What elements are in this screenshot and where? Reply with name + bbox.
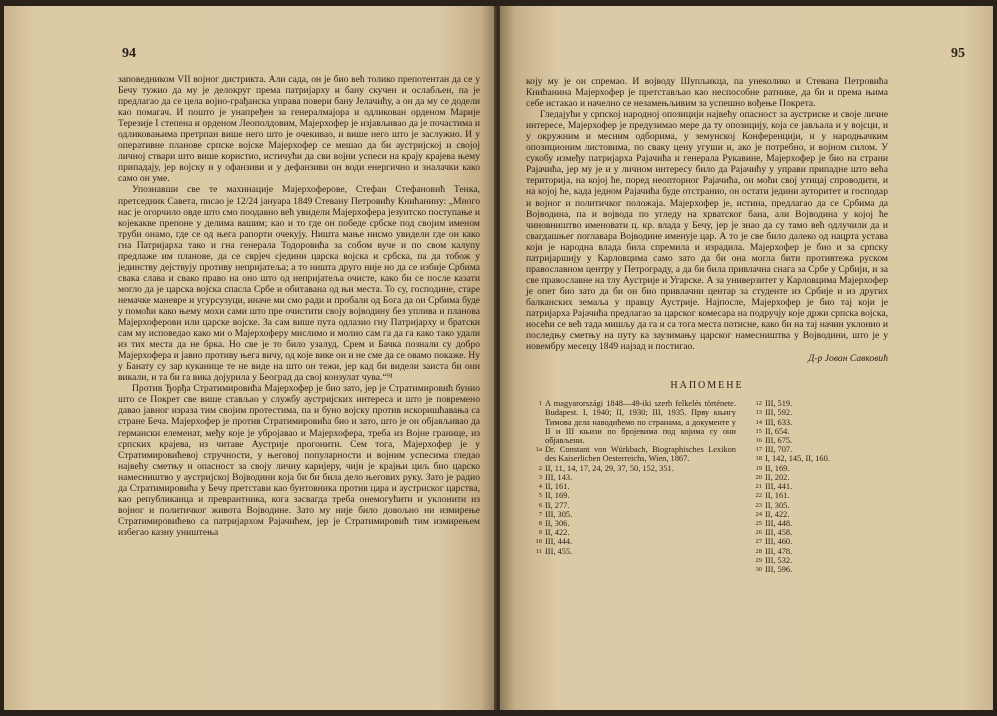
paragraph: заповедником VII војног дистрикта. Али сада, он је био већ толико препотентан да се у Бечу тужио да му је делокруг према патријарху и бану скучен и ослабљен, па је предлагао да се цела војно-грађанска управа повери бану Јелачићу, а он да му се додели као помагач. И пошто је унапређен за генералмајора и одликован орденом Марије Терезије I степена и орденом Леополдовим, Мајерхофер је изјављивао да је почастима и одликовањима претрпан више него што је очекивао, и више него што је заслужио. И у оперативне планове српске војске Мајерхофер се мешао да би аустријској и својој личној ствари што више користио, истичући да сви војни успеси на крају крајева њему припадају, јер војску и у офанзиви и у дефанзиви он води енергично и зналачки како само он уме.	[118, 74, 480, 185]
footnote	[746, 464, 886, 473]
footnote-text: III, 478.	[765, 546, 793, 556]
footnote	[746, 427, 886, 436]
footnote	[746, 408, 886, 417]
footnote-text: III, 455.	[545, 546, 573, 556]
footnote	[526, 528, 736, 537]
footnote-text: II, 169.	[765, 463, 790, 473]
footnote-text: II, 202.	[765, 472, 790, 482]
footnote	[526, 445, 736, 463]
footnote-text: III, 707.	[765, 445, 793, 455]
footnote-number: 2	[538, 464, 542, 472]
footnote-text: III, 519.	[765, 399, 793, 409]
footnote-text: III, 441.	[765, 482, 793, 492]
footnote-text: III, 592.	[765, 408, 793, 418]
footnote-text: III, 633.	[765, 417, 793, 427]
footnote	[746, 519, 886, 528]
footnote-number: 23	[755, 501, 762, 509]
footnote-text: III, 532.	[765, 555, 793, 565]
footnote	[526, 399, 736, 445]
footnote-text: II, 161.	[545, 482, 570, 492]
footnote-number: 9	[538, 529, 542, 537]
footnote-number: 26	[755, 529, 762, 537]
footnote-text: III, 458.	[765, 528, 793, 538]
footnote-text: II, 306.	[545, 518, 570, 528]
footnote-text: II, 654.	[765, 426, 790, 436]
footnotes	[526, 399, 888, 574]
footnote-text: II, 422.	[545, 528, 570, 538]
footnote-text: I, 142, 145, II, 160.	[765, 454, 830, 464]
footnote-text: III, 444.	[545, 537, 573, 547]
footnote	[746, 445, 886, 454]
left-body-text	[118, 74, 480, 538]
footnote-number: 16	[755, 437, 762, 445]
footnote-text: II, 422.	[765, 509, 790, 519]
footnote-number: 15	[755, 427, 762, 435]
footnote-text: III, 143.	[545, 472, 573, 482]
footnote-number: 17	[755, 446, 762, 454]
footnote-number: 27	[755, 538, 762, 546]
left-page	[4, 6, 496, 710]
footnote-number: 29	[755, 556, 762, 564]
footnote-number: 7	[538, 510, 542, 518]
footnote	[526, 491, 736, 500]
footnote	[746, 565, 886, 574]
footnote-number: 12	[755, 400, 762, 408]
footnote	[526, 510, 736, 519]
footnote-number: 11	[535, 547, 542, 555]
paragraph: коју му је он спремао. И војводу Шупљикца, па унеколико и Стевана Петровића Книћанина Мајерхофер је претстављао као неспособне ратнике, да би и према њима себе истакао и начелно се незамењљивим за успешно вођење Покрета.	[526, 76, 888, 110]
footnote	[526, 464, 736, 473]
footnote-number: 30	[755, 565, 762, 573]
author-signature: Д-р Јован Савковић	[808, 353, 888, 365]
footnote	[746, 510, 886, 519]
footnote-text: A magyarországi 1848—49-iki szerb felkelés története. Budapest. I, 1940; II, 1930; III, 1935. Прву књигу Тимова дела наводићемо по странама, а документе у II и III књизи по бројевима под којима су они објављени.	[545, 399, 736, 446]
footnote-number: 22	[755, 492, 762, 500]
paragraph: Упознавши све те махинације Мајерхоферове, Стефан Стефановић Тенка, претседник Савета, писао је 12/24 јануара 1849 Стевану Петровићу Книћанину: „Много нас је огорчило овде што смо поодавно већ увидели Мајерхофера језуитско поступање и којекакве препоне у делима вашим; као и то где он победе србске под својим именом труби онамо, где се од њега рапорти очекују. Ништа мање нисмо увидели где он како гна Патријарха тако и гна генерала Тодоровића за собом вуче и по свом калупу предлаже им планове, да се сврјеч сједини царска војска и србска, па да тобож у јединству дејствују противу непријатеља; а то ништа друго није но да се избије Србима свака слава и свако право на оно што од непријатеља очисте, како би се после казати могло да је царска војска спасла Србе и обитавана од њи места. То су, господине, старе немачке маневре и угурсузуци, иначе ми смо ради и пробали од Бога да он Србима буде у помоћи како њему мохи сами што пре очистити своју војводину без уплива и планова Мајерхоферови или царске војске. За сам више пута одлазио гну Патријарху и братски сам му исповедао како ми о Мајерхоферу мислимо и молио сам га да га како тако удали из тих места да не брка. Но све је то било узалуд. Срем и Бачка познали су добро Мајерхофера и јавно противу њега вичу, од које вике он и не сме да се овамо покаже. Ну у Банату су зар куканице те не виде на што он тежи, јер кад би видели заиста би они викали, и та би га вика дојурила у Београд да свој конзулат чува.“⁹¹	[118, 184, 480, 384]
footnote-text: II, 305.	[765, 500, 790, 510]
footnote	[746, 418, 886, 427]
footnote	[746, 528, 886, 537]
footnote-text: III, 448.	[765, 518, 793, 528]
footnote-number: 6	[538, 501, 542, 509]
footnote-number: 25	[755, 519, 762, 527]
footnote-number: 20	[755, 473, 762, 481]
footnote-text: II, 169.	[545, 491, 570, 501]
footnote-text: II, 161.	[765, 491, 790, 501]
footnote	[526, 519, 736, 528]
footnote	[526, 501, 736, 510]
footnote-number: 8	[538, 519, 542, 527]
footnote-number: 18	[755, 455, 762, 463]
footnote-number: 10	[535, 538, 542, 546]
footnote	[746, 436, 886, 445]
footnote-text: Dr. Constant von Würkbach, Biographisches Lexikon des Kaiserlichen Oesterreichs, Wien, 1867.	[545, 445, 736, 464]
footnote-number: 5	[538, 492, 542, 500]
footnote	[526, 537, 736, 546]
footnote	[746, 537, 886, 546]
footnotes-column-2	[746, 399, 886, 574]
footnote	[746, 491, 886, 500]
footnote	[746, 454, 886, 463]
footnote	[526, 473, 736, 482]
footnote	[746, 482, 886, 491]
footnote-number: 4	[538, 483, 542, 491]
footnote-number: 28	[755, 547, 762, 555]
footnote	[746, 547, 886, 556]
footnote	[746, 556, 886, 565]
right-page	[500, 6, 993, 710]
footnote-text: III, 305.	[545, 509, 573, 519]
footnote	[746, 473, 886, 482]
page-number-right: 95	[951, 46, 965, 61]
footnote	[746, 501, 886, 510]
footnote-number: 14	[755, 418, 762, 426]
footnote-number: 21	[755, 483, 762, 491]
footnote-text: II, 277.	[545, 500, 570, 510]
footnote	[746, 399, 886, 408]
footnote-number: 1a	[535, 446, 542, 454]
footnote-number: 1	[538, 400, 542, 408]
footnote	[526, 547, 736, 556]
footnote-number: 13	[755, 409, 762, 417]
paragraph: Против Ђорђа Стратимировића Мајерхофер је био зато, јер је Стратимировић бунио што се Покрет све више стављао у службу аустријских интереса и што је повремено давао јавног израза тим својим протестима, па и буно војску против искоришћавања са стране Беча. Мајерхофер је против Стратимировића био и зато, што је он објављивао да германски елеменат, међу које је убројавао и Мајерхофера, треба из Војне границе, из српских крајева, из читаве Аустрије прогонити. Сем тога, Мајерхофер је у Стратимировићевој стручности, у његовој популарности и војним успесима гледао највећу сметњу и опасност за своју личну каријеру, чији је крајњи циљ био царско намесништво у аустријској Војводини која би би била дело његових руку. Зато је радио да Стратимировића у Бечу претстави као бунтовника против цара и аустриског царства, као републиканца и преврантника, кога засвагда треба онемогућити и уклонити из војног и политичког живота Војводине. Зато му није било довољно ни измирење Стратимировићево са патријархом Рајачићем, јер је Стратимировић тим измирењем избегао казну уништења	[118, 383, 480, 538]
notes-heading: НАПОМЕНЕ	[670, 380, 744, 392]
footnotes-column-1	[526, 399, 736, 574]
footnote-text: III, 596.	[765, 564, 793, 574]
footnote-number: 24	[755, 510, 762, 518]
footnote-number: 3	[538, 473, 542, 481]
page-number-left: 94	[122, 46, 136, 61]
footnote-text: II, 11, 14, 17, 24, 29, 37, 50, 152, 351.	[545, 463, 674, 473]
footnote-text: III, 675.	[765, 436, 793, 446]
footnote	[526, 482, 736, 491]
footnote-number: 19	[755, 464, 762, 472]
paragraph: Гледајући у српској народној опозицији највећу опасност за аустриске и своје личне интересе, Мајерхофер је предузимао мере да ту опозицију, која се јављала и у војсци, и у окружним и месним одборима, у земунској Конференцији, и у народњачким опозиционим листовима, по сваку цену угуши и, ако је потребно, и војном силом. У сукобу између патријарха Рајачића и генерала Рукавине, Мајерхофер је био на страни Рајачића, јер му је и у личном интересу било да Рајачићу у управи припадне што већа територија, на којој ће, поред неопторног Рајачића, он моћи свој утицај спроводити, и на којој ће, када једном Рајачића буде отстранио, он остати једини ауторитет и господар и војног и политичког положаја. Мајерхофер је, истина, предлагао да се Србима да Војводина, па и војвода по угледу на хрватског бана, али Војводина у којој ће чиновништво именовати ц. кр. влада у Бечу, јер је знао да су тамо већ одлучили да и свагдашњег поглавара Војводине именује цар. А то је све било далеко од нацрта устава који је народна влада била спремила и израдила. Мајерхофер је био и за српску патријаршију у Карловцима само зато да би она могла бити противтежа руском православном центру у Петрограду, а да би била привлачна снага за Србе у Србији, и за све православне на тлу Аустрије и Угарске. А за универзитет у Карловцима Мајерхофер је опет био зато да би он био привлачни центар за студенте из Србије и из других балканских земаља у правцу Аустрије. Најпосле, Мајерхофер је био тај који је патријарха Рајачића предлагао за царског комесара на подручју које држи српска војска, носећи се већ тада мишљу да га и са тога места потисне, како би на тај начин уклонио и последњу сметњу на путу ка заузимању царског намесништва у Војводини, што је у новембру месецу 1849 најзад и постигао.	[526, 109, 888, 353]
right-body-text	[526, 76, 888, 574]
footnote-text: III, 460.	[765, 537, 793, 547]
